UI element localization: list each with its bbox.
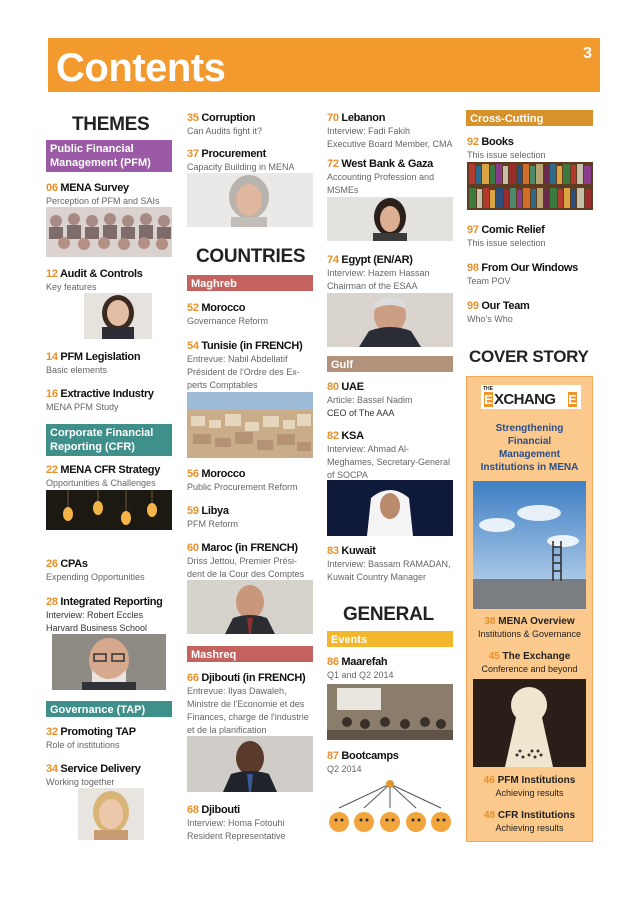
cover-story-panel: [466, 376, 593, 842]
event-audience-image: [327, 684, 453, 740]
section-bar-events: Events: [327, 631, 453, 647]
cover-story-heading: COVER STORY: [469, 347, 589, 366]
toc-entry-procurement[interactable]: 37 Procurement Capacity Building in MENA: [187, 148, 295, 172]
toc-entry-morocco-governance[interactable]: 52 Morocco Governance Reform: [187, 302, 269, 326]
toc-entry-from-our-windows[interactable]: 98 From Our Windows Team POV: [467, 262, 578, 286]
section-bar-cross-cutting: Cross-Cutting: [466, 110, 593, 126]
toc-entry-integrated-reporting[interactable]: 28 Integrated Reporting Interview: Robert Eccles Harvard Business School: [46, 596, 163, 633]
portrait-djibouti-minister-image: [187, 736, 313, 792]
themes-heading: THEMES: [72, 114, 150, 135]
toc-entry-books[interactable]: 92 Books This issue selection: [467, 136, 546, 160]
cover-item-sub-1: Institutions & Governance: [477, 629, 582, 639]
toc-entry-ksa[interactable]: 82 KSA Interview: Ahmad Al- Meghames, Secretary-General of SOCPA: [327, 430, 451, 480]
toc-entry-morocco-procurement[interactable]: 56 Morocco Public Procurement Reform: [187, 468, 298, 492]
cover-item-title-1[interactable]: 38 MENA Overview: [484, 616, 575, 627]
page-number: 3: [583, 45, 592, 62]
section-bar-pfm: Public Financial Management (PFM): [46, 140, 172, 172]
page-title: Contents: [56, 46, 226, 90]
toc-entry-lebanon[interactable]: 70 Lebanon Interview: Fadi Fakih Executive Board Member, CMA: [327, 112, 453, 149]
portrait-ksa-man-image: [327, 480, 453, 536]
contents-banner: [48, 38, 600, 92]
light-bulbs-image: [46, 490, 172, 530]
keyhole-image: [473, 679, 586, 767]
cover-story-line-2: Financial: [507, 436, 552, 447]
toc-entry-libya[interactable]: 59 Libya PFM Reform: [187, 505, 239, 529]
toc-entry-corruption[interactable]: 35 Corruption Can Audits fight it?: [187, 112, 263, 136]
section-bar-mashreq: Mashreq: [187, 646, 313, 662]
section-bar-maghreb: Maghreb: [187, 275, 313, 291]
bookshelf-image: [467, 162, 593, 210]
section-bar-tap: Governance (TAP): [46, 701, 172, 717]
section-bar-cfr: Corporate Financial Reporting (CFR): [46, 424, 172, 456]
toc-entry-mena-cfr-strategy[interactable]: 22 MENA CFR Strategy Opportunities & Challenges: [46, 464, 161, 488]
portrait-older-man-image: [187, 580, 313, 634]
cover-item-sub-2: Conference and beyond: [481, 664, 578, 674]
city-panorama-image: [187, 392, 313, 458]
countries-heading: COUNTRIES: [196, 246, 306, 267]
toc-entry-egypt[interactable]: 74 Egypt (EN/AR) Interview: Hazem Hassan Chairman of the ESAA: [327, 254, 430, 291]
toc-entry-cpas[interactable]: 26 CPAs Expending Opportunities: [46, 558, 145, 582]
toc-entry-service-delivery[interactable]: 34 Service Delivery Working together: [46, 763, 141, 787]
toc-entry-tunisie[interactable]: 54 Tunisie (in FRENCH) Entrevue: Nabil Abdellatif Président de l'Ordre des Ex- perts Comptables: [187, 340, 303, 390]
portrait-woman-image: [84, 293, 152, 339]
toc-entry-our-team[interactable]: 99 Our Team Who's Who: [467, 300, 530, 324]
toc-entry-bootcamps[interactable]: 87 Bootcamps Q2 2014: [327, 750, 399, 774]
exchange-logo: THE E XCHANG E: [481, 385, 581, 409]
sky-ladder-image: [473, 481, 586, 609]
toc-entry-maroc[interactable]: 60 Maroc (in FRENCH) Driss Jettou, Premier Prési- dent de la Cour des Comptes: [187, 542, 305, 579]
portrait-dark-hair-woman-image: [327, 197, 453, 241]
portrait-egypt-chairman-image: [327, 293, 453, 347]
portrait-blonde-woman-image: [78, 788, 144, 840]
bootcamp-people-illustration: [327, 778, 453, 840]
cover-story-line-1: Strengthening: [495, 423, 564, 434]
toc-entry-djibouti-fr[interactable]: 66 Djibouti (in FRENCH) Entrevue: Ilyas Dawaleh, Ministre de l'Economie et des Finances, charge de l'industrie et de la planification: [187, 672, 309, 735]
toc-entry-west-bank-gaza[interactable]: 72 West Bank & Gaza Accounting Profession and MSMEs: [327, 158, 435, 195]
toc-entry-mena-survey[interactable]: 06 MENA Survey Perception of PFM and SAIs: [46, 182, 160, 206]
toc-entry-maarefah[interactable]: 86 Maarefah Q1 and Q2 2014: [327, 656, 394, 680]
cover-item-title-2[interactable]: 45 The Exchange: [488, 651, 571, 662]
cover-item-title-4[interactable]: 48 CFR Institutions: [483, 810, 576, 821]
portrait-man-glasses-image: [52, 634, 166, 690]
cover-story-line-3: Management: [498, 449, 561, 460]
toc-entry-audit-controls[interactable]: 12 Audit & Controls Key features: [46, 268, 143, 292]
toc-entry-pfm-legislation[interactable]: 14 PFM Legislation Basic elements: [46, 351, 141, 375]
portrait-grey-hair-woman-image: [187, 173, 313, 227]
toc-entry-kuwait[interactable]: 83 Kuwait Interview: Bassam RAMADAN, Kuwait Country Manager: [327, 545, 451, 582]
crowd-image: [46, 207, 172, 257]
section-bar-gulf: Gulf: [327, 356, 453, 372]
toc-entry-djibouti[interactable]: 68 Djibouti Interview: Homa Fotouhi Resident Representative: [187, 804, 286, 841]
cover-item-sub-4: Achieving results: [495, 823, 564, 833]
cover-story-line-4: Institutions in MENA: [480, 462, 579, 473]
toc-entry-extractive-industry[interactable]: 16 Extractive Industry MENA PFM Study: [46, 388, 154, 412]
toc-entry-uae[interactable]: 80 UAE Article: Bassel Nadim CEO of The AAA: [327, 381, 413, 418]
toc-entry-comic-relief[interactable]: 97 Comic Relief This issue selection: [467, 224, 546, 248]
general-heading: GENERAL: [343, 604, 434, 625]
cover-item-title-3[interactable]: 46 PFM Institutions: [483, 775, 576, 786]
cover-item-sub-3: Achieving results: [495, 788, 564, 798]
toc-entry-promoting-tap[interactable]: 32 Promoting TAP Role of institutions: [46, 726, 136, 750]
